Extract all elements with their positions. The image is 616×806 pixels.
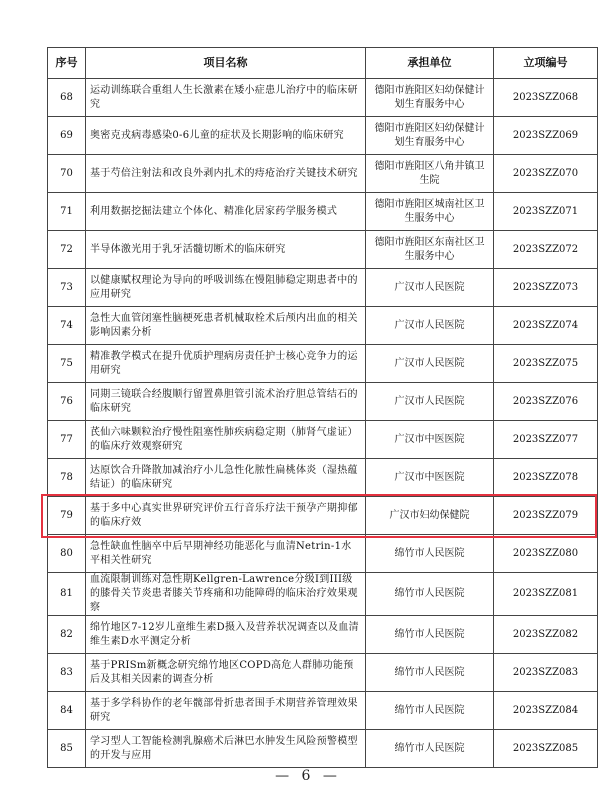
- table-row: [48, 616, 598, 654]
- row-no: 75: [48, 345, 86, 383]
- row-unit: 广汉市人民医院: [366, 307, 494, 345]
- row-code: 2023SZZ084: [494, 692, 598, 730]
- row-project-name: 基于芍倍注射法和改良外剥内扎术的痔疮治疗关键技术研究: [86, 155, 366, 193]
- table-row: [48, 117, 598, 155]
- table-row: [48, 497, 598, 535]
- table-row: [48, 692, 598, 730]
- row-unit: 德阳市旌阳区东南社区卫生服务中心: [366, 231, 494, 269]
- table-row: [48, 459, 598, 497]
- row-unit: 绵竹市人民医院: [366, 573, 494, 616]
- row-code: 2023SZZ083: [494, 654, 598, 692]
- row-unit: 德阳市旌阳区城南社区卫生服务中心: [366, 193, 494, 231]
- row-unit: 广汉市妇幼保健院: [366, 497, 494, 535]
- table-row: [48, 573, 598, 616]
- row-project-name: 学习型人工智能检测乳腺癌术后淋巴水肿发生风险预警模型的开发与应用: [86, 730, 366, 768]
- row-code: 2023SZZ077: [494, 421, 598, 459]
- row-code: 2023SZZ085: [494, 730, 598, 768]
- table-row: [48, 193, 598, 231]
- row-no: 79: [48, 497, 86, 535]
- row-unit: 德阳市旌阳区八角井镇卫生院: [366, 155, 494, 193]
- row-code: 2023SZZ076: [494, 383, 598, 421]
- table-row: [48, 383, 598, 421]
- row-unit: 绵竹市人民医院: [366, 654, 494, 692]
- row-unit: 广汉市中医医院: [366, 459, 494, 497]
- header-code: 立项编号: [494, 48, 598, 79]
- row-code: 2023SZZ070: [494, 155, 598, 193]
- row-project-name: 绵竹地区7-12岁儿童维生素D摄入及营养状况调查以及血清维生素D水平测定分析: [86, 616, 366, 654]
- row-no: 68: [48, 79, 86, 117]
- row-unit: 德阳市旌阳区妇幼保健计划生育服务中心: [366, 117, 494, 155]
- row-no: 73: [48, 269, 86, 307]
- row-no: 82: [48, 616, 86, 654]
- row-project-name: 急性大血管闭塞性脑梗死患者机械取栓术后颅内出血的相关影响因素分析: [86, 307, 366, 345]
- row-unit: 绵竹市人民医院: [366, 616, 494, 654]
- row-project-name: 利用数据挖掘法建立个体化、精准化居家药学服务模式: [86, 193, 366, 231]
- header-unit: 承担单位: [366, 48, 494, 79]
- header-name: 项目名称: [86, 48, 366, 79]
- row-project-name: 奥密克戎病毒感染0-6儿童的症状及长期影响的临床研究: [86, 117, 366, 155]
- table-row: [48, 269, 598, 307]
- row-project-name: 精准教学模式在提升优质护理病房责任护士核心竞争力的运用研究: [86, 345, 366, 383]
- table-row: [48, 421, 598, 459]
- row-unit: 广汉市人民医院: [366, 269, 494, 307]
- row-no: 76: [48, 383, 86, 421]
- row-no: 74: [48, 307, 86, 345]
- table-row: [48, 79, 598, 117]
- row-no: 80: [48, 535, 86, 573]
- row-project-name: 芪仙六味颗粒治疗慢性阻塞性肺疾病稳定期（肺肾气虚证）的临床疗效观察研究: [86, 421, 366, 459]
- row-unit: 广汉市人民医院: [366, 383, 494, 421]
- row-no: 72: [48, 231, 86, 269]
- row-code: 2023SZZ073: [494, 269, 598, 307]
- table-row: [48, 535, 598, 573]
- row-no: 69: [48, 117, 86, 155]
- row-code: 2023SZZ071: [494, 193, 598, 231]
- row-no: 81: [48, 573, 86, 616]
- row-no: 70: [48, 155, 86, 193]
- row-code: 2023SZZ074: [494, 307, 598, 345]
- row-project-name: 以健康赋权理论为导向的呼吸训练在慢阻肺稳定期患者中的应用研究: [86, 269, 366, 307]
- table-row: [48, 654, 598, 692]
- table-row: [48, 155, 598, 193]
- row-code: 2023SZZ068: [494, 79, 598, 117]
- table-header-row: [48, 48, 598, 79]
- row-project-name: 半导体激光用于乳牙活髓切断术的临床研究: [86, 231, 366, 269]
- row-project-name: 达原饮合升降散加减治疗小儿急性化脓性扁桃体炎（湿热蕴结证）的临床研究: [86, 459, 366, 497]
- row-unit: 广汉市人民医院: [366, 345, 494, 383]
- row-code: 2023SZZ081: [494, 573, 598, 616]
- row-code: 2023SZZ072: [494, 231, 598, 269]
- header-no: 序号: [48, 48, 86, 79]
- row-project-name: 急性缺血性脑卒中后早期神经功能恶化与血清Netrin-1水平相关性研究: [86, 535, 366, 573]
- row-no: 83: [48, 654, 86, 692]
- table-row: [48, 345, 598, 383]
- table-row: [48, 231, 598, 269]
- row-no: 78: [48, 459, 86, 497]
- row-no: 71: [48, 193, 86, 231]
- table-row: [48, 307, 598, 345]
- row-code: 2023SZZ082: [494, 616, 598, 654]
- project-table: [47, 47, 598, 768]
- row-project-name: 同期三镜联合经腹顺行留置鼻胆管引流术治疗胆总管结石的临床研究: [86, 383, 366, 421]
- row-project-name: 基于多中心真实世界研究评价五行音乐疗法干预孕产期抑郁的临床疗效: [86, 497, 366, 535]
- table-row: [48, 730, 598, 768]
- row-code: 2023SZZ079: [494, 497, 598, 535]
- row-code: 2023SZZ080: [494, 535, 598, 573]
- row-project-name: 运动训练联合重组人生长激素在矮小症患儿治疗中的临床研究: [86, 79, 366, 117]
- row-unit: 绵竹市人民医院: [366, 535, 494, 573]
- row-no: 84: [48, 692, 86, 730]
- row-no: 85: [48, 730, 86, 768]
- row-unit: 绵竹市人民医院: [366, 692, 494, 730]
- row-unit: 德阳市旌阳区妇幼保健计划生育服务中心: [366, 79, 494, 117]
- row-unit: 绵竹市人民医院: [366, 730, 494, 768]
- row-project-name: 基于PRISm新概念研究绵竹地区COPD高危人群肺功能预后及其相关因素的调查分析: [86, 654, 366, 692]
- row-code: 2023SZZ069: [494, 117, 598, 155]
- row-no: 77: [48, 421, 86, 459]
- row-code: 2023SZZ078: [494, 459, 598, 497]
- row-project-name: 基于多学科协作的老年髋部骨折患者围手术期营养管理效果研究: [86, 692, 366, 730]
- page-number: — 6 —: [275, 768, 341, 784]
- row-project-name: 血流限制训练对急性期Kellgren-Lawrence分级I到III级的膝骨关节炎患者膝关节疼痛和功能障碍的临床治疗效果观察: [86, 573, 366, 616]
- row-unit: 广汉市中医医院: [366, 421, 494, 459]
- row-code: 2023SZZ075: [494, 345, 598, 383]
